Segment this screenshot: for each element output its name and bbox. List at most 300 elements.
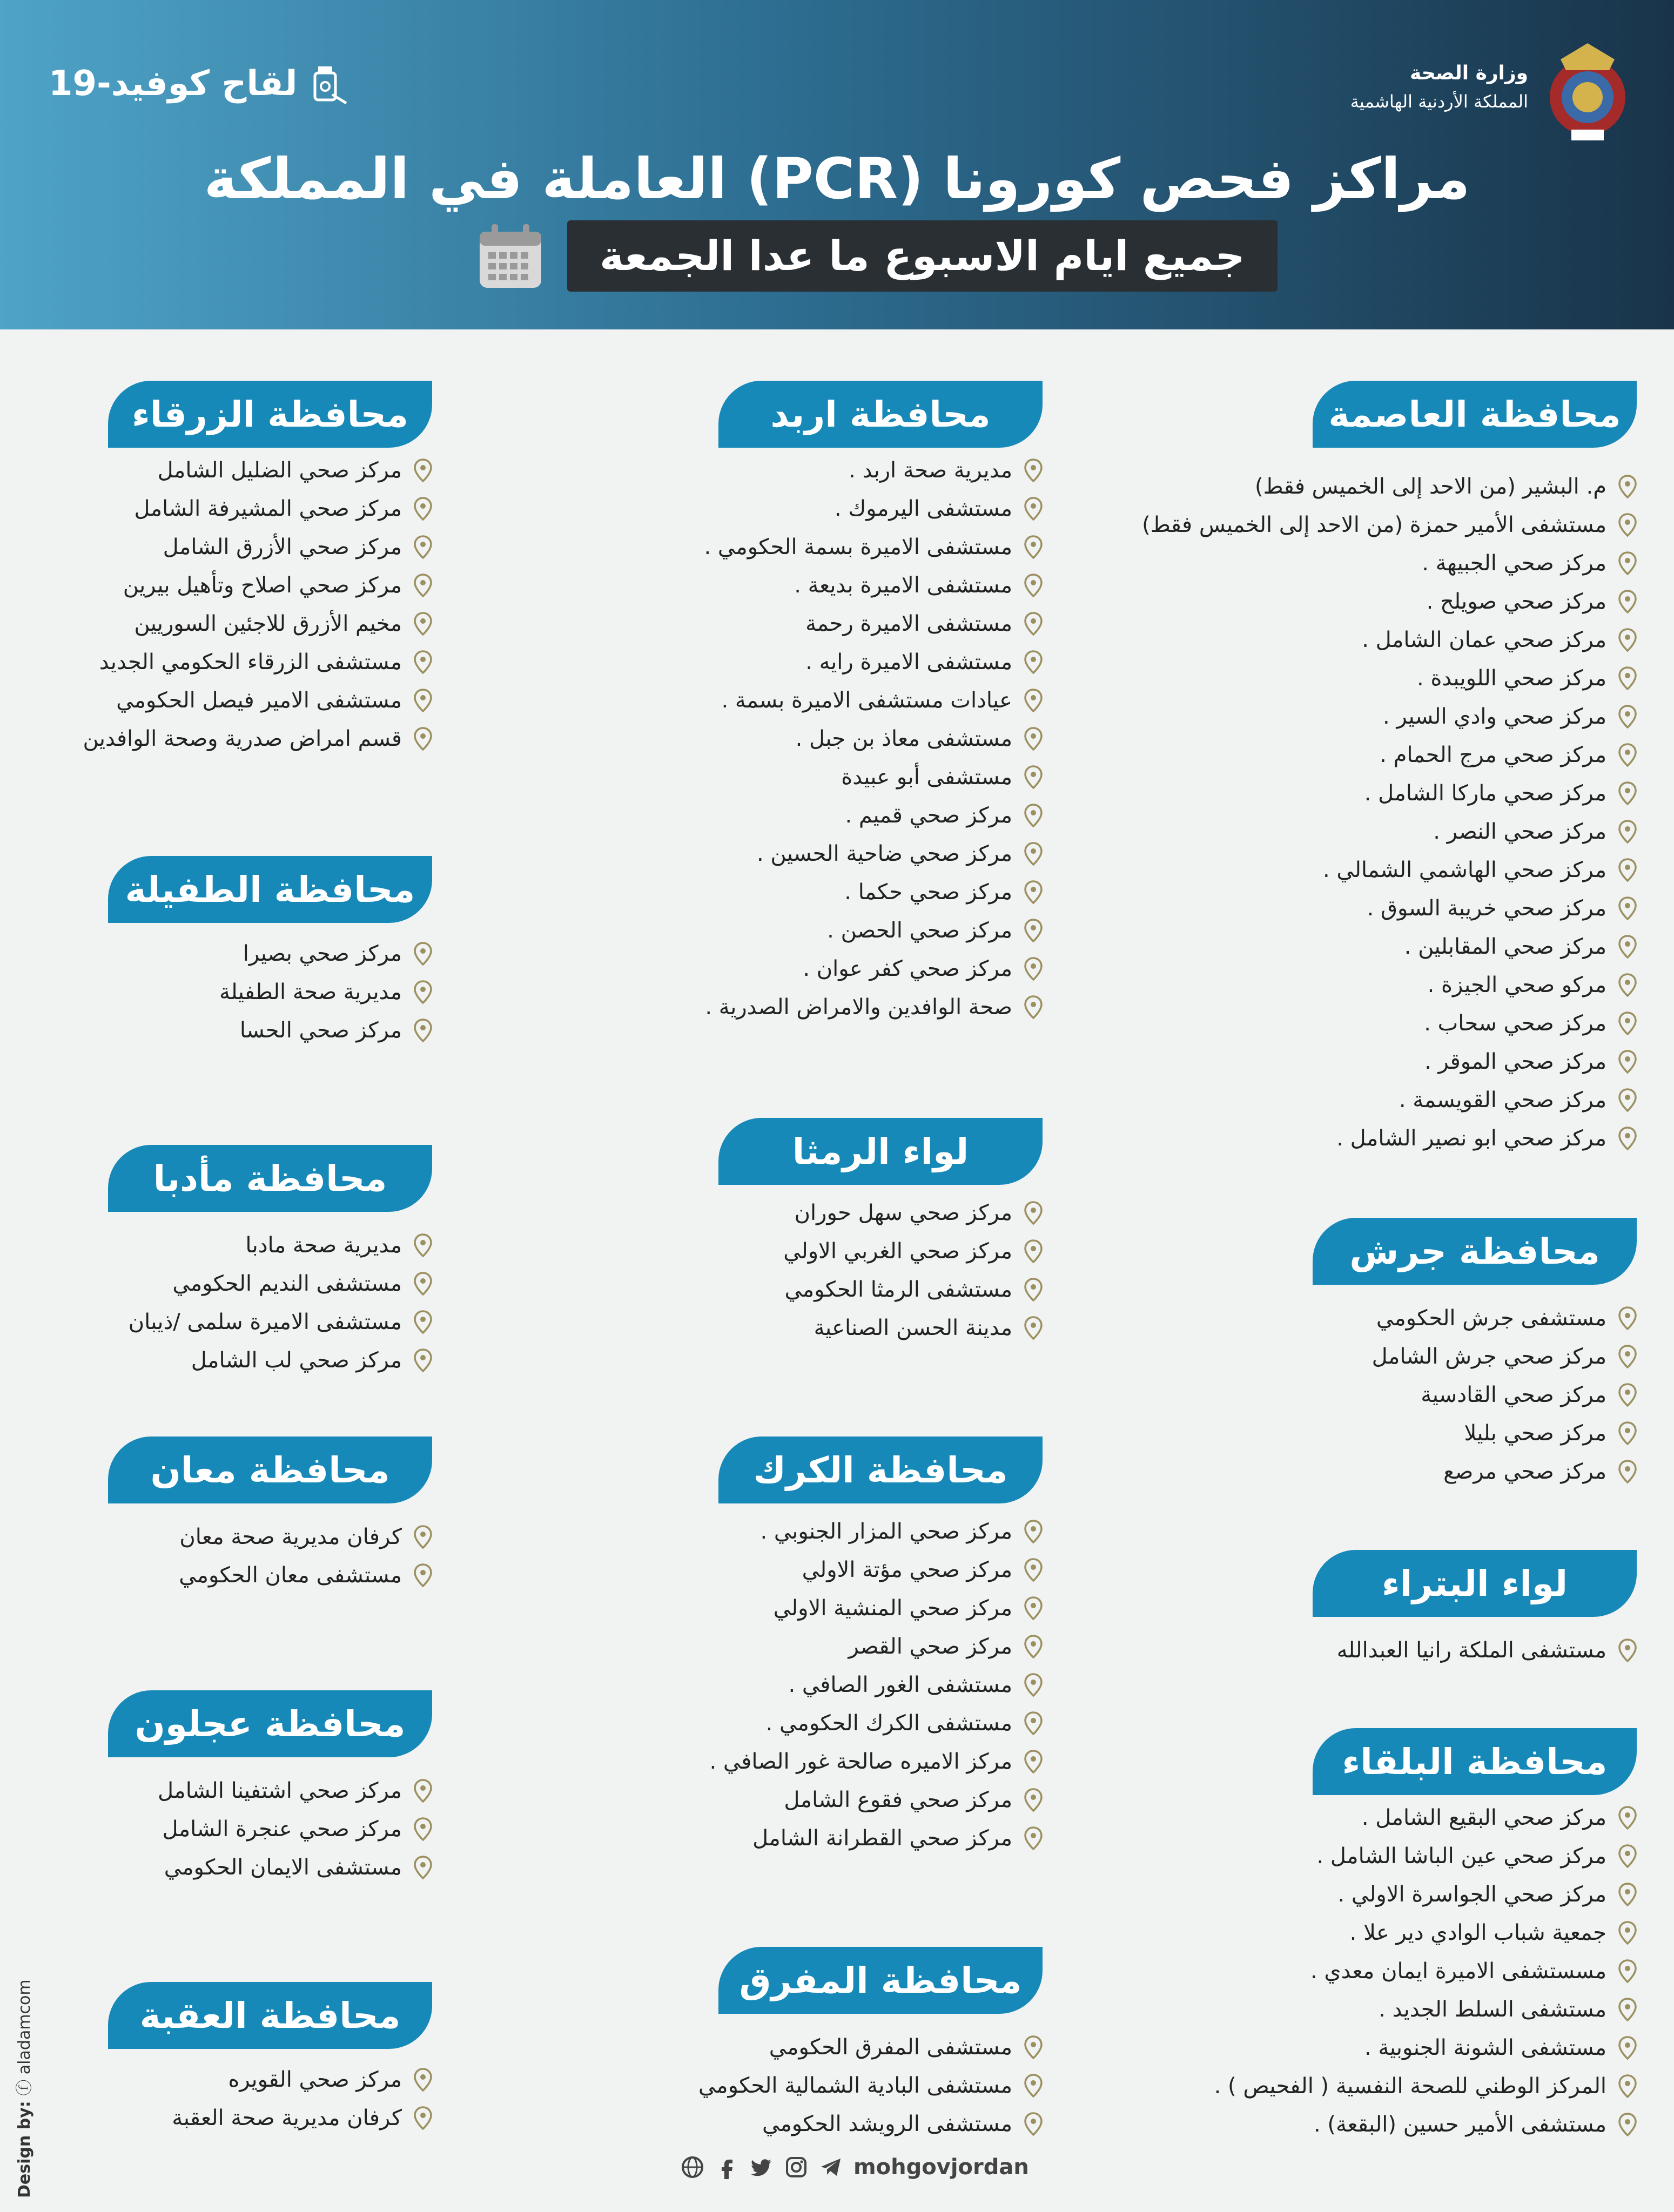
site-name: مركو صحي الجيزة . xyxy=(1427,972,1606,997)
location-pin-icon xyxy=(1024,1635,1043,1658)
site-item xyxy=(179,1518,432,1556)
location-pin-icon xyxy=(1024,957,1043,981)
site-item xyxy=(1142,927,1637,966)
site-item xyxy=(1372,1299,1637,1337)
site-item xyxy=(710,1704,1043,1742)
site-name: مستشفى الرويشد الحكومي xyxy=(762,2111,1012,2136)
location-pin-icon xyxy=(1618,705,1637,729)
site-name: مستشفى جرش الحكومي xyxy=(1376,1305,1606,1331)
design-credit-label: Design by: xyxy=(15,2101,34,2198)
site-name: مركز صحي المشيرفة الشامل xyxy=(134,496,402,521)
site-item xyxy=(1214,1952,1637,1990)
location-pin-icon xyxy=(414,1019,432,1042)
site-name: مركز صحي المنشية الاولي xyxy=(773,1595,1012,1621)
site-name: مركز صحي الحسا xyxy=(239,1017,402,1043)
location-pin-icon xyxy=(1618,1050,1637,1074)
site-name: مركز صحي القصر xyxy=(848,1634,1012,1659)
site-item xyxy=(704,758,1043,796)
site-list xyxy=(1142,467,1637,1157)
site-name: مركز صحي القويسمة . xyxy=(1399,1087,1606,1112)
site-item xyxy=(710,1589,1043,1627)
location-pin-icon xyxy=(1618,2113,1637,2136)
site-item xyxy=(704,873,1043,911)
location-pin-icon xyxy=(1618,1460,1637,1483)
site-name: مستشفى السلط الجديد . xyxy=(1379,1997,1606,2022)
site-item xyxy=(704,988,1043,1026)
location-pin-icon xyxy=(1618,551,1637,575)
site-item xyxy=(129,1264,432,1303)
site-name: مركز صحي المقابلين . xyxy=(1404,934,1606,959)
site-item xyxy=(83,566,432,604)
location-pin-icon xyxy=(1024,919,1043,942)
section-title: لواء البتراء xyxy=(1313,1550,1637,1617)
site-name: مركز صحي بصيرا xyxy=(243,941,402,966)
site-list xyxy=(1372,1299,1637,1491)
site-item xyxy=(1142,505,1637,544)
site-item xyxy=(1214,1913,1637,1952)
site-name: مركز صحي خريبة السوق . xyxy=(1367,895,1606,921)
site-name: مركز صحي صويلح . xyxy=(1426,589,1606,614)
location-pin-icon xyxy=(1618,1383,1637,1407)
site-item xyxy=(1372,1337,1637,1375)
site-list xyxy=(783,1193,1043,1347)
site-name: مركز صحي ماركا الشامل . xyxy=(1364,780,1606,806)
location-pin-icon xyxy=(1618,1921,1637,1945)
site-item xyxy=(710,1819,1043,1857)
section-title: محافظة العقبة xyxy=(108,1982,432,2049)
site-item xyxy=(1142,621,1637,659)
location-pin-icon xyxy=(1618,1638,1637,1662)
site-item xyxy=(129,1341,432,1379)
site-item xyxy=(1214,2067,1637,2105)
site-list xyxy=(698,2028,1043,2143)
site-name: مركز صحي النصر . xyxy=(1433,819,1606,844)
location-pin-icon xyxy=(1024,1239,1043,1263)
location-pin-icon xyxy=(414,1779,432,1803)
site-name: مركز صحي عمان الشامل . xyxy=(1362,627,1606,652)
site-name: مديرية صحة الطفيلة xyxy=(219,979,402,1004)
site-name: مركز صحي اللويبدة . xyxy=(1417,665,1606,691)
site-list xyxy=(710,1512,1043,1857)
site-name: مركز صحي الهاشمي الشمالي . xyxy=(1322,857,1606,882)
site-name: عيادات مستشفى الاميرة بسمة . xyxy=(721,687,1012,713)
location-pin-icon xyxy=(1024,842,1043,866)
location-pin-icon xyxy=(1024,1201,1043,1225)
location-pin-icon xyxy=(1618,2074,1637,2098)
site-name: مستشفى الأمير حمزة (من الاحد إلى الخميس فقط) xyxy=(1142,512,1606,537)
site-list xyxy=(219,934,432,1049)
calendar-icon xyxy=(475,221,546,291)
location-pin-icon xyxy=(414,458,432,482)
section-title: لواء الرمثا xyxy=(718,1118,1043,1185)
site-item xyxy=(1142,697,1637,736)
site-item xyxy=(1142,736,1637,774)
location-pin-icon xyxy=(1024,804,1043,827)
location-pin-icon xyxy=(414,942,432,966)
site-name: مركز صحي القادسية xyxy=(1421,1382,1606,1407)
site-name: م. البشير (من الاحد إلى الخميس فقط) xyxy=(1255,474,1606,499)
site-item xyxy=(1142,1042,1637,1081)
location-pin-icon xyxy=(1024,1316,1043,1340)
section-title: محافظة معان xyxy=(108,1437,432,1503)
location-pin-icon xyxy=(1618,1306,1637,1330)
site-name: مركز صحي وادي السير . xyxy=(1383,704,1606,729)
location-pin-icon xyxy=(1024,574,1043,597)
site-name: مركز صحي فقوع الشامل xyxy=(784,1787,1012,1812)
ministry-name: وزارة الصحة xyxy=(1409,62,1528,84)
site-name: مسستشفى الاميرة ايمان معدي . xyxy=(1310,1958,1606,1984)
location-pin-icon xyxy=(414,612,432,636)
site-item xyxy=(1142,812,1637,851)
site-item xyxy=(179,1556,432,1594)
location-pin-icon xyxy=(1024,689,1043,712)
site-list xyxy=(704,451,1043,1026)
site-name: مستشفى الغور الصافي . xyxy=(788,1672,1012,1697)
site-name: مركز صحي القويره xyxy=(228,2067,402,2092)
location-pin-icon xyxy=(414,1348,432,1372)
location-pin-icon xyxy=(1618,1127,1637,1150)
column-right xyxy=(1142,0,1637,2212)
site-item xyxy=(1214,1875,1637,1913)
site-name: مركز صحي ابو نصير الشامل . xyxy=(1336,1125,1606,1151)
site-name: مركز صحي الجبيهة . xyxy=(1422,550,1606,576)
site-item xyxy=(704,451,1043,489)
location-pin-icon xyxy=(414,1233,432,1257)
location-pin-icon xyxy=(1024,995,1043,1019)
site-list xyxy=(129,1226,432,1379)
location-pin-icon xyxy=(1618,1959,1637,1983)
site-name: مستشفى الرمثا الحكومي xyxy=(784,1277,1012,1302)
site-name: مدينة الحسن الصناعية xyxy=(814,1315,1012,1340)
site-item xyxy=(710,1627,1043,1665)
site-list xyxy=(1337,1631,1637,1669)
site-item xyxy=(1142,1004,1637,1042)
facebook-icon[interactable] xyxy=(715,2155,739,2179)
site-item xyxy=(710,1550,1043,1589)
site-item xyxy=(698,2028,1043,2066)
location-pin-icon xyxy=(1618,1998,1637,2021)
location-pin-icon xyxy=(1024,535,1043,559)
site-item xyxy=(1142,582,1637,621)
site-item xyxy=(1214,1837,1637,1875)
location-pin-icon xyxy=(414,1272,432,1296)
location-pin-icon xyxy=(414,1525,432,1549)
site-item xyxy=(783,1232,1043,1270)
site-item xyxy=(704,643,1043,681)
section-title: محافظة اربد xyxy=(718,381,1043,448)
site-name: مركز صحي اشتفينا الشامل xyxy=(157,1778,402,1803)
site-item xyxy=(129,1226,432,1264)
location-pin-icon xyxy=(1024,1596,1043,1620)
site-name: مديرية صحة مادبا xyxy=(245,1232,402,1258)
site-name: مستشفى المفرق الحكومي xyxy=(769,2034,1012,2060)
site-item xyxy=(1142,467,1637,505)
site-name: مركز صحي بليلا xyxy=(1464,1420,1606,1446)
site-item xyxy=(83,681,432,719)
site-name: مركز صحي عنجرة الشامل xyxy=(162,1816,402,1842)
site-item xyxy=(698,2066,1043,2105)
site-item xyxy=(1142,1119,1637,1157)
site-name: مركز صحي لب الشامل xyxy=(191,1347,402,1373)
location-pin-icon xyxy=(414,689,432,712)
location-pin-icon xyxy=(414,1856,432,1879)
site-name: مركز صحي حكما . xyxy=(844,879,1012,905)
location-pin-icon xyxy=(414,727,432,751)
site-name: مستشفى الاميرة رحمة xyxy=(805,611,1012,636)
location-pin-icon xyxy=(1024,650,1043,674)
site-item xyxy=(158,1848,432,1886)
site-name: مستشفى الاميرة بديعة . xyxy=(794,572,1012,598)
site-item xyxy=(1142,544,1637,582)
telegram-icon[interactable] xyxy=(819,2155,843,2179)
location-pin-icon xyxy=(414,2068,432,2092)
site-item xyxy=(1142,851,1637,889)
location-pin-icon xyxy=(1024,1520,1043,1543)
site-item xyxy=(704,528,1043,566)
site-item xyxy=(710,1512,1043,1550)
page-title: مراكز فحص كورونا (PCR) العاملة في المملكة xyxy=(204,146,1470,212)
site-name: مستشفى الاميرة بسمة الحكومي . xyxy=(704,534,1012,559)
site-name: مركز صحي قميم . xyxy=(845,802,1012,828)
site-name: مركز صحي ضاحية الحسين . xyxy=(756,841,1012,866)
site-name: مركز صحي سحاب . xyxy=(1424,1010,1606,1036)
site-item xyxy=(704,949,1043,988)
site-name: كرفان مديرية صحة معان xyxy=(179,1524,402,1549)
location-pin-icon xyxy=(1024,1673,1043,1697)
site-name: مستشفى الايمان الحكومي xyxy=(164,1854,402,1880)
site-name: مركز صحي الموقر . xyxy=(1424,1049,1606,1074)
site-item xyxy=(1214,2028,1637,2067)
site-name: مركز صحي الغربي الاولي xyxy=(783,1238,1012,1264)
location-pin-icon xyxy=(1618,2036,1637,2060)
site-item xyxy=(1372,1375,1637,1414)
site-name: مستشفى الملكة رانيا العبدالله xyxy=(1336,1637,1606,1663)
location-pin-icon xyxy=(414,1817,432,1841)
location-pin-icon xyxy=(1024,1750,1043,1773)
site-name: مركز صحي جرش الشامل xyxy=(1372,1344,1606,1369)
site-name: مركز صحي عين الباشا الشامل . xyxy=(1316,1843,1606,1869)
site-item xyxy=(1372,1452,1637,1491)
site-item xyxy=(83,604,432,643)
site-item xyxy=(1142,659,1637,697)
location-pin-icon xyxy=(1024,727,1043,751)
site-item xyxy=(172,2060,432,2099)
location-pin-icon xyxy=(1024,1788,1043,1812)
site-item xyxy=(1214,1798,1637,1837)
site-name: مستشفى معاذ بن جبل . xyxy=(795,726,1012,751)
site-item xyxy=(83,489,432,528)
site-item xyxy=(710,1665,1043,1704)
site-name: مركز الاميره صالحة غور الصافي . xyxy=(709,1749,1012,1774)
site-item xyxy=(704,681,1043,719)
site-item xyxy=(783,1309,1043,1347)
site-item xyxy=(704,796,1043,834)
location-pin-icon xyxy=(1618,781,1637,805)
site-item xyxy=(83,719,432,758)
location-pin-icon xyxy=(1618,1844,1637,1868)
site-item xyxy=(158,1810,432,1848)
site-list xyxy=(172,2060,432,2137)
site-name: صحة الوافدين والامراض الصدرية . xyxy=(705,994,1012,1020)
site-name: مستشفى الاميرة رايه . xyxy=(805,649,1012,675)
site-name: مستشفى الكرك الحكومي . xyxy=(765,1710,1012,1736)
location-pin-icon xyxy=(414,574,432,597)
section-title: محافظة المفرق xyxy=(718,1947,1043,2014)
site-item xyxy=(1372,1414,1637,1452)
site-list xyxy=(179,1518,432,1594)
site-item xyxy=(704,489,1043,528)
site-name: مستشفى البادية الشمالية الحكومي xyxy=(698,2073,1012,2098)
section-title: محافظة مأدبا xyxy=(108,1145,432,1212)
location-pin-icon xyxy=(1618,1011,1637,1035)
site-list xyxy=(1214,1798,1637,2143)
design-credit-handle: aladamcom xyxy=(15,1979,34,2075)
location-pin-icon xyxy=(1024,1826,1043,1850)
site-name: كرفان مديرية صحة العقبة xyxy=(172,2105,402,2130)
footer-social xyxy=(681,2155,1029,2180)
location-pin-icon xyxy=(1024,765,1043,789)
location-pin-icon xyxy=(1024,2112,1043,2136)
site-item xyxy=(158,1771,432,1810)
location-pin-icon xyxy=(1618,1806,1637,1830)
site-name: مستشفى الزرقاء الحكومي الجديد xyxy=(99,649,402,675)
location-pin-icon xyxy=(414,980,432,1004)
site-name: مركز صحي المزار الجنوبي . xyxy=(760,1519,1012,1544)
location-pin-icon xyxy=(1618,475,1637,498)
site-item xyxy=(129,1303,432,1341)
site-item xyxy=(219,973,432,1011)
subtitle-banner: جميع ايام الاسبوع ما عدا الجمعة xyxy=(567,220,1278,292)
footer-handle[interactable]: mohgovjordan xyxy=(853,2155,1029,2180)
location-pin-icon xyxy=(1024,2035,1043,2059)
location-pin-icon xyxy=(1618,590,1637,613)
site-name: مستشفى الشونة الجنوبية . xyxy=(1364,2035,1606,2060)
location-pin-icon xyxy=(414,1563,432,1587)
instagram-icon[interactable] xyxy=(784,2155,808,2179)
site-item xyxy=(710,1781,1043,1819)
site-name: مركز صحي سهل حوران xyxy=(794,1200,1012,1225)
location-pin-icon xyxy=(414,1310,432,1334)
site-item xyxy=(83,528,432,566)
site-list xyxy=(83,451,432,758)
site-item xyxy=(783,1193,1043,1232)
site-item xyxy=(1142,1081,1637,1119)
section-title: محافظة الطفيلة xyxy=(108,856,432,923)
site-item xyxy=(704,719,1043,758)
location-pin-icon xyxy=(1024,458,1043,482)
facebook-icon: ⓕ xyxy=(15,2079,34,2096)
globe-icon[interactable] xyxy=(681,2155,704,2179)
location-pin-icon xyxy=(1024,497,1043,521)
site-name: مركز صحي مؤتة الاولي xyxy=(802,1557,1012,1582)
site-name: مركز صحي مرج الحمام . xyxy=(1380,742,1606,767)
site-name: مركز صحي مرصع xyxy=(1443,1459,1606,1484)
location-pin-icon xyxy=(1618,935,1637,959)
section-title: محافظة الزرقاء xyxy=(108,381,432,448)
site-item xyxy=(219,1011,432,1049)
site-name: مركز صحي الضليل الشامل xyxy=(157,457,402,483)
site-name: المركز الوطني للصحة النفسية ( الفحيص ) . xyxy=(1214,2073,1606,2099)
site-item xyxy=(1214,2105,1637,2143)
site-item xyxy=(172,2099,432,2137)
location-pin-icon xyxy=(1024,1278,1043,1301)
site-item xyxy=(1142,889,1637,927)
location-pin-icon xyxy=(1618,896,1637,920)
location-pin-icon xyxy=(414,650,432,674)
location-pin-icon xyxy=(1618,1088,1637,1112)
site-item xyxy=(704,911,1043,949)
location-pin-icon xyxy=(1618,666,1637,690)
kingdom-name: المملكة الأردنية الهاشمية xyxy=(1350,91,1528,112)
location-pin-icon xyxy=(1618,513,1637,537)
location-pin-icon xyxy=(1024,1711,1043,1735)
site-name: قسم امراض صدرية وصحة الوافدين xyxy=(83,726,402,751)
location-pin-icon xyxy=(414,2106,432,2130)
site-name: مركز صحي اصلاح وتأهيل بيرين xyxy=(123,572,402,598)
section-title: محافظة جرش xyxy=(1313,1218,1637,1285)
location-pin-icon xyxy=(1618,973,1637,997)
location-pin-icon xyxy=(1024,612,1043,636)
site-item xyxy=(710,1742,1043,1781)
location-pin-icon xyxy=(1024,2074,1043,2098)
section-title: محافظة العاصمة xyxy=(1313,381,1637,448)
site-name: مخيم الأزرق للاجئين السوريين xyxy=(134,611,402,636)
site-name: مديرية صحة اربد . xyxy=(849,457,1012,483)
site-name: مستشفى الامير فيصل الحكومي xyxy=(116,687,402,713)
site-item xyxy=(1214,1990,1637,2028)
location-pin-icon xyxy=(1618,1345,1637,1368)
site-item xyxy=(704,566,1043,604)
location-pin-icon xyxy=(1618,820,1637,844)
location-pin-icon xyxy=(1024,1558,1043,1582)
site-name: مركز صحي الحصن . xyxy=(827,918,1012,943)
column-left xyxy=(0,0,432,2212)
site-name: مستشفى اليرموك . xyxy=(834,496,1012,521)
location-pin-icon xyxy=(414,535,432,559)
site-item xyxy=(1142,774,1637,812)
section-title: محافظة عجلون xyxy=(108,1690,432,1757)
location-pin-icon xyxy=(1618,628,1637,652)
site-name: مستشفى الاميرة سلمى /ذيبان xyxy=(128,1309,402,1334)
site-name: جمعية شباب الوادي دير علا . xyxy=(1349,1920,1606,1945)
site-item xyxy=(219,934,432,973)
site-name: مركز صحي الأزرق الشامل xyxy=(163,534,402,559)
site-item xyxy=(1142,966,1637,1004)
location-pin-icon xyxy=(1618,1421,1637,1445)
section-title: محافظة الكرك xyxy=(718,1437,1043,1503)
section-title: محافظة البلقاء xyxy=(1313,1728,1637,1795)
site-name: مستشفى النديم الحكومي xyxy=(172,1271,402,1296)
site-list xyxy=(158,1771,432,1886)
site-name: مركز صحي البقيع الشامل . xyxy=(1361,1805,1606,1830)
location-pin-icon xyxy=(1618,1883,1637,1906)
site-item xyxy=(1337,1631,1637,1669)
design-credit xyxy=(11,1971,32,2198)
vaccine-label: لقاح كوفيد-19 xyxy=(49,64,298,104)
column-middle xyxy=(578,0,1043,2212)
location-pin-icon xyxy=(1024,880,1043,904)
site-item xyxy=(783,1270,1043,1309)
site-name: مستشفى معان الحكومي xyxy=(179,1562,402,1588)
site-name: مستشفى أبو عبيدة xyxy=(841,764,1012,790)
location-pin-icon xyxy=(414,497,432,521)
twitter-icon[interactable] xyxy=(750,2155,774,2179)
site-item xyxy=(704,834,1043,873)
location-pin-icon xyxy=(1618,743,1637,767)
site-item xyxy=(704,604,1043,643)
site-name: مستشفى الأمير حسين (البقعة) . xyxy=(1314,2112,1606,2137)
site-item xyxy=(83,643,432,681)
